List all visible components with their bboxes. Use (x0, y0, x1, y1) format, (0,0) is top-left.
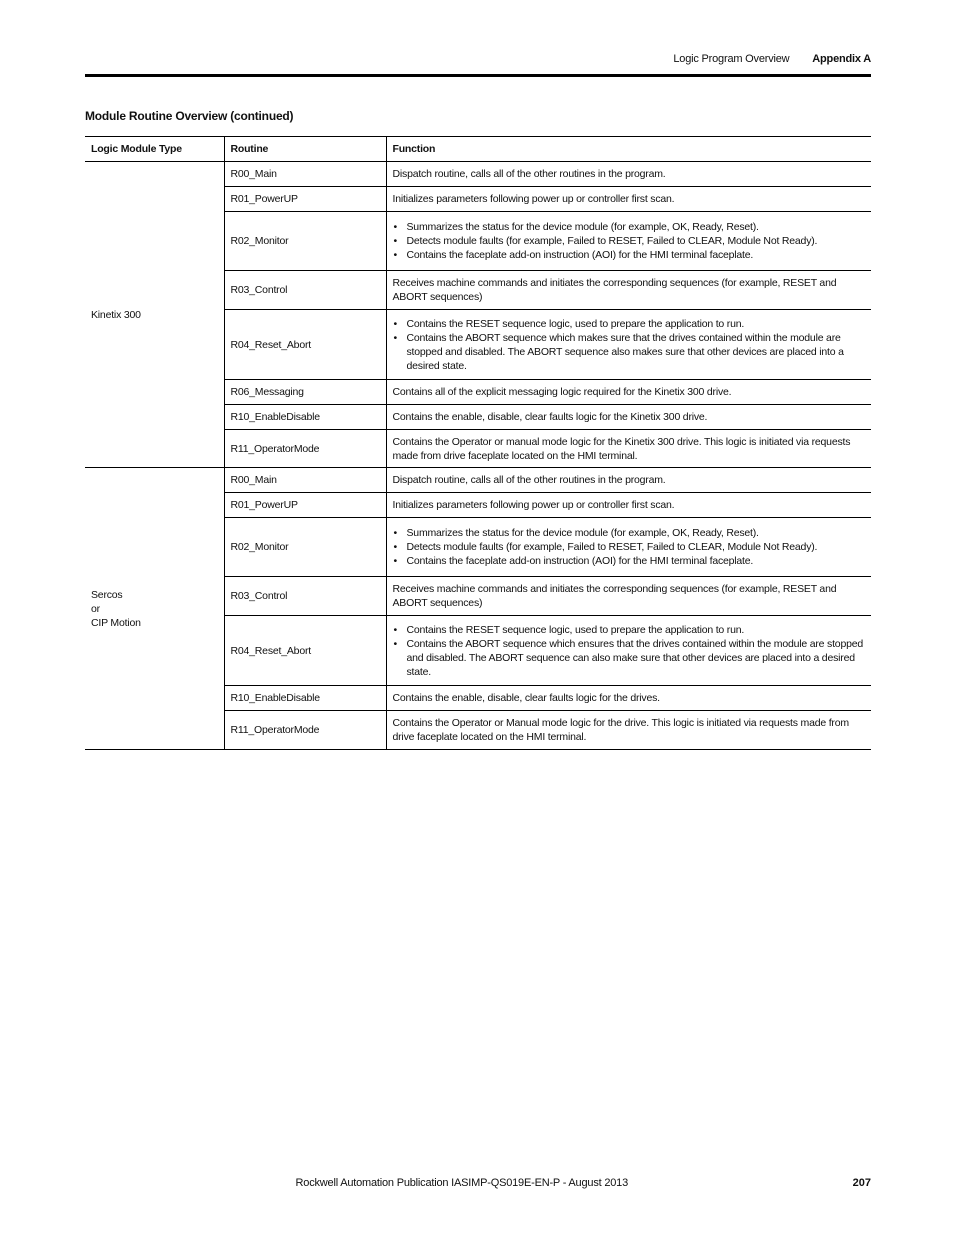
function-bullet-item: • Contains the faceplate add-on instruction (AOI) for the HMI terminal faceplate. (393, 248, 866, 262)
function-bullet-item: • Summarizes the status for the device module (for example, OK, Ready, Reset). (393, 220, 866, 234)
table-header-row (85, 137, 871, 162)
routine-name-cell: R01_PowerUP (224, 493, 386, 518)
routine-name-cell: R00_Main (224, 468, 386, 493)
function-description-cell (386, 310, 871, 380)
function-bullet-item: • Contains the RESET sequence logic, used to prepare the application to run. (393, 623, 866, 637)
table-row (85, 468, 871, 493)
routine-name-cell: R10_EnableDisable (224, 405, 386, 430)
function-bullet-list (393, 526, 866, 568)
routine-name-cell: R11_OperatorMode (224, 711, 386, 750)
function-description-cell: Receives machine commands and initiates the corresponding sequences (for example, RESET and ABORT sequences) (386, 577, 871, 616)
function-description-cell: Dispatch routine, calls all of the other routines in the program. (386, 468, 871, 493)
logic-module-type-label: Sercos (91, 588, 123, 601)
function-bullet-list (393, 317, 866, 373)
function-bullet-list (393, 220, 866, 262)
routine-name-cell: R04_Reset_Abort (224, 616, 386, 686)
routine-name-cell: R11_OperatorMode (224, 430, 386, 468)
function-bullet-list (393, 623, 866, 679)
function-description-cell: Contains all of the explicit messaging logic required for the Kinetix 300 drive. (386, 380, 871, 405)
logic-module-type-label: CIP Motion (91, 616, 141, 629)
function-description-cell: Contains the Operator or manual mode logic for the Kinetix 300 drive. This logic is initiated via requests made from drive faceplate located on the HMI terminal. (386, 430, 871, 468)
function-description-cell: Initializes parameters following power up or controller first scan. (386, 493, 871, 518)
routine-name-cell: R02_Monitor (224, 518, 386, 577)
routine-name-cell: R03_Control (224, 577, 386, 616)
routine-name-cell: R02_Monitor (224, 212, 386, 271)
module-routine-table (85, 136, 871, 750)
logic-module-type-label: or (91, 602, 100, 615)
function-description-cell: Contains the enable, disable, clear faults logic for the Kinetix 300 drive. (386, 405, 871, 430)
function-bullet-item: • Contains the ABORT sequence which makes sure that the drives contained within the module are stopped and disabled. The ABORT sequence also makes sure that other devices are placed into a desired state. (393, 331, 866, 373)
header-rule (85, 74, 871, 77)
function-bullet-item: • Detects module faults (for example, Failed to RESET, Failed to CLEAR, Module Not Ready). (393, 234, 866, 248)
column-header-type: Logic Module Type (85, 137, 224, 162)
routine-name-cell: R04_Reset_Abort (224, 310, 386, 380)
column-header-routine: Routine (224, 137, 386, 162)
page-number: 207 (852, 1177, 871, 1189)
function-description-cell (386, 616, 871, 686)
function-bullet-item: • Contains the ABORT sequence which ensures that the drives contained within the module are stopped and disabled. The ABORT sequence can also make sure that other devices are placed into a desired state. (393, 637, 866, 679)
table-title: Module Routine Overview (continued) (85, 109, 294, 123)
function-description-cell: Contains the Operator or Manual mode logic for the drive. This logic is initiated via requests made from drive faceplate located on the HMI terminal. (386, 711, 871, 750)
running-header (85, 53, 871, 65)
logic-module-type-label: Kinetix 300 (91, 308, 141, 321)
table-row (85, 162, 871, 187)
function-description-cell: Initializes parameters following power up or controller first scan. (386, 187, 871, 212)
logic-module-type-cell (85, 162, 224, 468)
function-bullet-item: • Detects module faults (for example, Failed to RESET, Failed to CLEAR, Module Not Ready). (393, 540, 866, 554)
function-bullet-item: • Contains the faceplate add-on instruction (AOI) for the HMI terminal faceplate. (393, 554, 866, 568)
footer-publication: Rockwell Automation Publication IASIMP-QS019E-EN-P - August 2013 (295, 1177, 628, 1189)
column-header-function: Function (386, 137, 871, 162)
routine-name-cell: R10_EnableDisable (224, 686, 386, 711)
function-description-cell (386, 212, 871, 271)
function-bullet-item: • Contains the RESET sequence logic, used to prepare the application to run. (393, 317, 866, 331)
function-bullet-item: • Summarizes the status for the device module (for example, OK, Ready, Reset). (393, 526, 866, 540)
function-description-cell: Receives machine commands and initiates the corresponding sequences (for example, RESET and ABORT sequences) (386, 271, 871, 310)
logic-module-type-cell (85, 468, 224, 750)
function-description-cell (386, 518, 871, 577)
table-body (85, 162, 871, 750)
routine-name-cell: R01_PowerUP (224, 187, 386, 212)
routine-name-cell: R00_Main (224, 162, 386, 187)
routine-name-cell: R03_Control (224, 271, 386, 310)
header-section-title: Logic Program Overview (673, 53, 790, 65)
header-appendix-label: Appendix A (812, 53, 871, 65)
routine-name-cell: R06_Messaging (224, 380, 386, 405)
function-description-cell: Contains the enable, disable, clear faults logic for the drives. (386, 686, 871, 711)
function-description-cell: Dispatch routine, calls all of the other routines in the program. (386, 162, 871, 187)
